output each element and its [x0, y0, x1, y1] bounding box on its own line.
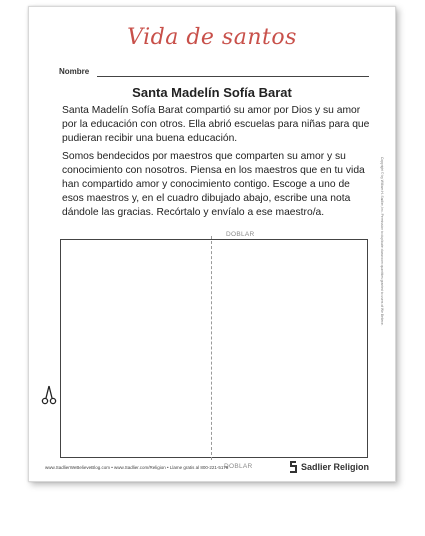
fold-label-top: DOBLAR [226, 231, 255, 238]
worksheet-page [28, 6, 396, 482]
document-title: Santa Madelín Sofía Barat [132, 85, 292, 100]
page-header-title: Vida de santos [127, 25, 297, 50]
card-cutout-box [60, 239, 368, 458]
instructions-paragraph: Somos bendecidos por maestros que comparten su amor y su conocimiento con nosotros. Piensa en los maestros que en tu vida han compartido amor y conocimiento contigo. Escoge a uno de esos maestros y, en el cuadro dibujado abajo, escribe una nota dándole las gracias. Recórtalo y envíalo a ese maestro/a. [62, 151, 365, 218]
fold-dashed-line [211, 236, 212, 460]
scissors-icon [40, 385, 58, 405]
name-write-line [97, 76, 369, 77]
footer-links: www.SadlierWeBelieveBlog.com • www.Sadlier.com/Religion • Llame gratis al 800-221-5175 [45, 465, 229, 470]
intro-paragraph: Santa Madelín Sofía Barat compartió su amor por Dios y su amor por la educación con otros. Ella abrió escuelas para niñas para que pudieran recibir una buena educación. [62, 105, 370, 144]
name-label: Nombre [59, 67, 90, 76]
copyright-notice: Copyright © by William H. Sadlier, Inc. Permission to duplicate classroom quantities granted to users of We Believe. [380, 157, 384, 326]
name-field-row [59, 67, 369, 81]
brand-name: Sadlier Religion [301, 462, 370, 472]
sadlier-logo-icon [289, 461, 298, 473]
fold-label-bottom: DOBLAR [224, 463, 253, 470]
